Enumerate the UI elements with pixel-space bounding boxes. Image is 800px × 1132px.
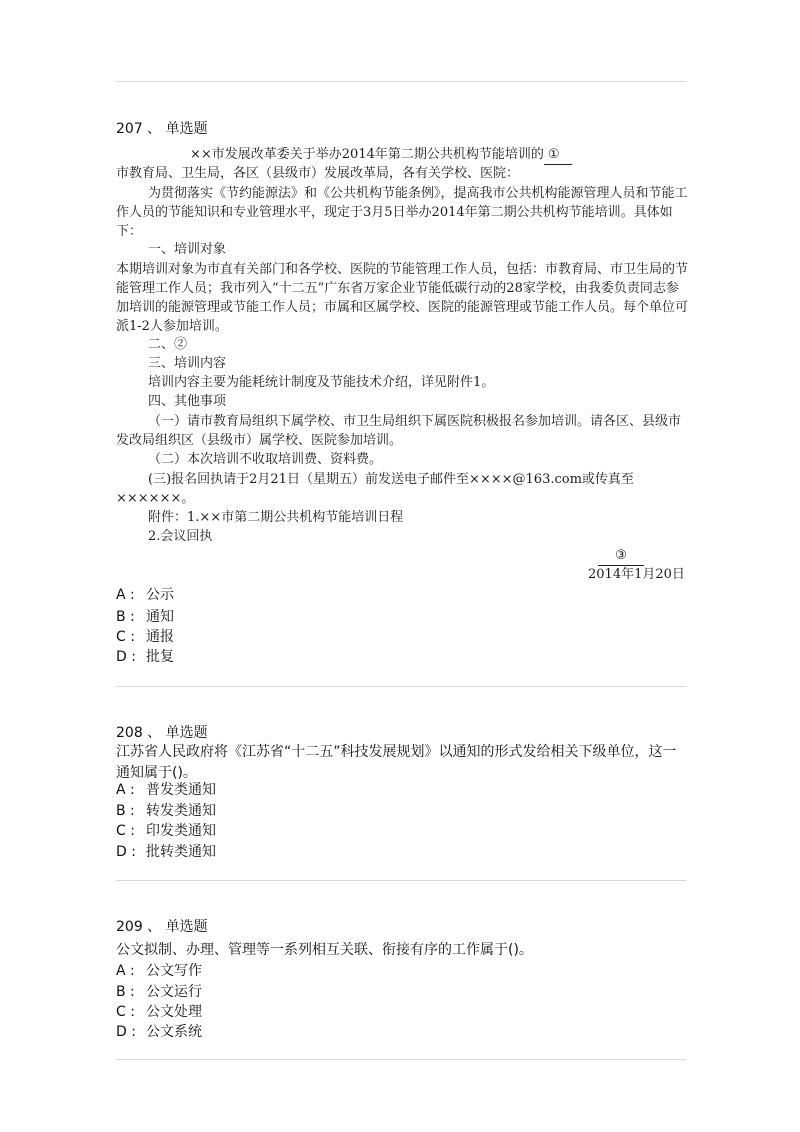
option-letter: C : [116,1004,135,1020]
option-text: 印发类通知 [146,823,216,839]
option-letter: D : [116,844,136,860]
option-letter: C : [116,823,135,839]
divider-bottom [116,1059,686,1060]
option-letter: B : [116,609,135,625]
notice-signature-blank [598,547,644,566]
option-text: 公文运行 [146,984,202,1000]
notice-section-3-body: 培训内容主要为能耗统计制度及节能技术介绍，详见附件1。 [148,375,495,390]
option-text: 公文处理 [146,1004,202,1020]
divider-top [116,81,686,82]
notice-item-1: （一）请市教育局组织下属学校、市卫生局组织下属医院积极报名参加培训。请各区、县级市发改局组织区（县级市）属学校、医院参加培训。 [116,414,682,448]
notice-intro: 为贯彻落实《节约能源法》和《公共机构节能条例》，提高我市公共机构能源管理人员和节能工作人员的节能知识和专业管理水平，现定于3月5日举办2014年第二期公共机构节能培训。具体如下： [116,186,688,239]
option-209-c[interactable] [116,1003,202,1021]
option-text: 转发类通知 [146,803,216,819]
option-letter: A : [116,587,135,603]
option-text: 公文系统 [146,1024,202,1040]
option-208-c[interactable] [116,822,216,840]
notice-section-3: 三、培训内容 [148,356,227,371]
option-207-d[interactable] [116,648,174,666]
notice-section-4: 四、其他事项 [148,394,227,409]
option-text: 普发类通知 [146,782,216,798]
question-207-header: 207 、 单选题 [116,121,208,137]
notice-section-1-body: 本期培训对象为市直有关部门和各学校、医院的节能管理工作人员，包括：市教育局、市卫生局的节能管理工作人员；我市列入“十二五”广东省万家企业节能低碳行动的28家学校，由我委负责同志参加培训的能源管理或节能工作人员；市属和区属学校、医院的能源管理或节能工作人员。每个单位可派1-2人参加培训。 [116,262,689,334]
option-208-d[interactable] [116,843,216,861]
notice-title [190,146,572,165]
option-208-b[interactable] [116,802,216,820]
notice-title-blank: ① [544,146,572,165]
question-209-stem: 公文拟制、办理、管理等一系列相互关联、衔接有序的工作属于()。 [116,942,533,958]
option-207-c[interactable] [116,628,174,646]
option-text: 通知 [146,609,174,625]
notice-item-3: (三)报名回执请于2月21日（星期五）前发送电子邮件至××××@163.com或传真至××××××。 [116,472,634,506]
notice-date: 2014年1月20日 [588,567,685,582]
option-letter: D : [116,649,136,665]
option-209-d[interactable] [116,1023,202,1041]
notice-item-2: （二）本次培训不收取培训费、资料费。 [148,452,383,467]
option-letter: D : [116,1024,136,1040]
signature-blank: ③ [598,547,644,566]
option-letter: A : [116,963,135,979]
question-208-stem: 江苏省人民政府将《江苏省“十二五”科技发展规划》以通知的形式发给相关下级单位，这一通知属于()。 [116,744,677,781]
option-text: 通报 [146,629,174,645]
option-208-a[interactable] [116,781,216,799]
option-letter: B : [116,984,135,1000]
notice-title-text: ××市发展改革委关于举办2014年第二期公共机构节能培训的 [190,147,544,162]
notice-attachment-2: 2.会议回执 [148,529,213,544]
option-207-b[interactable] [116,608,174,626]
option-letter: A : [116,782,135,798]
option-209-b[interactable] [116,983,202,1001]
divider-207-208 [116,686,686,687]
option-207-a[interactable] [116,586,174,604]
option-text: 公文写作 [146,963,202,979]
option-text: 公示 [146,587,174,603]
notice-section-1: 一、培训对象 [148,242,227,257]
notice-recipients: 市教育局、卫生局，各区（县级市）发展改革局，各有关学校、医院： [116,166,520,181]
option-text: 批复 [146,649,174,665]
option-209-a[interactable] [116,962,202,980]
notice-section-2: 二、② [148,337,188,352]
option-letter: C : [116,629,135,645]
option-text: 批转类通知 [146,844,216,860]
notice-attachment-1: 附件：1.××市第二期公共机构节能培训日程 [148,510,404,525]
divider-208-209 [116,880,686,881]
question-209-header: 209 、 单选题 [116,919,208,935]
question-208-header: 208 、 单选题 [116,725,208,741]
option-letter: B : [116,803,135,819]
